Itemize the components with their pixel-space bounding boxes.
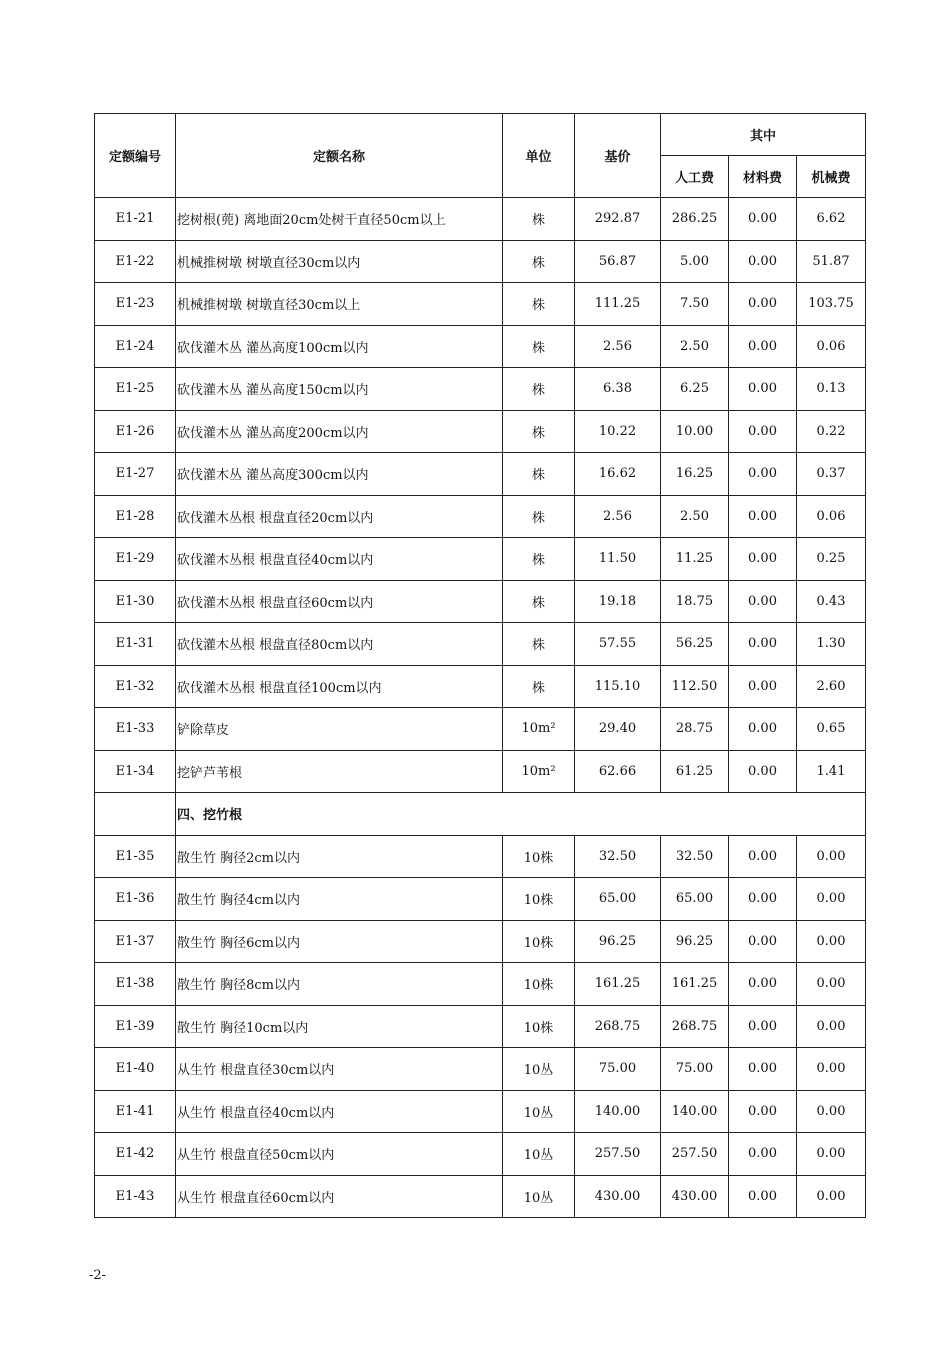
quota-name-cell: 从生竹 根盘直径60cm以内 (176, 1175, 503, 1218)
machine-cost-cell: 0.00 (797, 1133, 866, 1176)
quota-name-cell: 砍伐灌木丛根 根盘直径100cm以内 (176, 665, 503, 708)
unit-cell: 株 (503, 240, 575, 283)
section-header-body (95, 793, 866, 836)
material-cost-cell: 0.00 (729, 623, 797, 666)
labor-cost-cell: 65.00 (661, 878, 729, 921)
unit-cell: 株 (503, 538, 575, 581)
quota-code-cell: E1-21 (95, 198, 176, 241)
unit-cell: 10株 (503, 920, 575, 963)
base-price-cell: 140.00 (575, 1090, 661, 1133)
machine-cost-cell: 0.00 (797, 920, 866, 963)
quota-name-cell: 散生竹 胸径2cm以内 (176, 835, 503, 878)
material-cost-cell: 0.00 (729, 368, 797, 411)
machine-cost-cell: 6.62 (797, 198, 866, 241)
material-cost-cell: 0.00 (729, 283, 797, 326)
material-cost-cell: 0.00 (729, 580, 797, 623)
machine-cost-cell: 0.13 (797, 368, 866, 411)
quota-name-cell: 机械推树墩 树墩直径30cm以上 (176, 283, 503, 326)
labor-cost-cell: 2.50 (661, 325, 729, 368)
table-row (95, 283, 866, 326)
table-row (95, 1175, 866, 1218)
labor-cost-cell: 286.25 (661, 198, 729, 241)
unit-cell: 10株 (503, 835, 575, 878)
quota-name-cell: 砍伐灌木丛根 根盘直径80cm以内 (176, 623, 503, 666)
quota-code-cell: E1-41 (95, 1090, 176, 1133)
quota-name-cell: 砍伐灌木丛根 根盘直径60cm以内 (176, 580, 503, 623)
unit-cell: 10m² (503, 708, 575, 751)
quota-name-cell: 散生竹 胸径4cm以内 (176, 878, 503, 921)
machine-cost-cell: 0.43 (797, 580, 866, 623)
unit-cell: 株 (503, 283, 575, 326)
material-cost-cell: 0.00 (729, 835, 797, 878)
machine-cost-cell: 0.00 (797, 1005, 866, 1048)
table-row (95, 410, 866, 453)
quota-code-cell: E1-30 (95, 580, 176, 623)
quota-code-cell: E1-37 (95, 920, 176, 963)
section-title: 四、挖竹根 (176, 793, 866, 836)
quota-code-cell: E1-33 (95, 708, 176, 751)
material-cost-cell: 0.00 (729, 963, 797, 1006)
quota-table (94, 113, 866, 1218)
quota-name-cell: 砍伐灌木丛 灌丛高度100cm以内 (176, 325, 503, 368)
base-price-cell: 32.50 (575, 835, 661, 878)
material-cost-cell: 0.00 (729, 538, 797, 581)
labor-cost-cell: 5.00 (661, 240, 729, 283)
page-number: -2- (89, 1268, 107, 1283)
machine-cost-cell: 103.75 (797, 283, 866, 326)
unit-cell: 株 (503, 410, 575, 453)
unit-cell: 10株 (503, 878, 575, 921)
table-row (95, 750, 866, 793)
material-cost-cell: 0.00 (729, 708, 797, 751)
base-price-cell: 29.40 (575, 708, 661, 751)
header-row-top (95, 114, 866, 156)
header-unit: 单位 (503, 114, 575, 198)
quota-name-cell: 机械推树墩 树墩直径30cm以内 (176, 240, 503, 283)
machine-cost-cell: 2.60 (797, 665, 866, 708)
table-row (95, 878, 866, 921)
base-price-cell: 75.00 (575, 1048, 661, 1091)
base-price-cell: 430.00 (575, 1175, 661, 1218)
unit-cell: 株 (503, 495, 575, 538)
machine-cost-cell: 0.37 (797, 453, 866, 496)
table-row (95, 240, 866, 283)
labor-cost-cell: 28.75 (661, 708, 729, 751)
material-cost-cell: 0.00 (729, 665, 797, 708)
quota-name-cell: 散生竹 胸径8cm以内 (176, 963, 503, 1006)
material-cost-cell: 0.00 (729, 878, 797, 921)
table-row (95, 835, 866, 878)
labor-cost-cell: 430.00 (661, 1175, 729, 1218)
machine-cost-cell: 0.22 (797, 410, 866, 453)
labor-cost-cell: 7.50 (661, 283, 729, 326)
material-cost-cell: 0.00 (729, 1005, 797, 1048)
table-row (95, 580, 866, 623)
header-breakdown-group: 其中 (661, 114, 866, 156)
unit-cell: 株 (503, 580, 575, 623)
unit-cell: 10m² (503, 750, 575, 793)
quota-code-cell: E1-26 (95, 410, 176, 453)
table-body-part-a (95, 198, 866, 793)
labor-cost-cell: 140.00 (661, 1090, 729, 1133)
quota-code-cell: E1-25 (95, 368, 176, 411)
base-price-cell: 257.50 (575, 1133, 661, 1176)
base-price-cell: 10.22 (575, 410, 661, 453)
labor-cost-cell: 10.00 (661, 410, 729, 453)
table-row (95, 665, 866, 708)
quota-name-cell: 挖铲芦苇根 (176, 750, 503, 793)
base-price-cell: 56.87 (575, 240, 661, 283)
quota-name-cell: 从生竹 根盘直径50cm以内 (176, 1133, 503, 1176)
unit-cell: 株 (503, 665, 575, 708)
machine-cost-cell: 0.00 (797, 878, 866, 921)
table-row (95, 538, 866, 581)
quota-code-cell: E1-42 (95, 1133, 176, 1176)
table-row (95, 1090, 866, 1133)
header-code: 定额编号 (95, 114, 176, 198)
machine-cost-cell: 0.00 (797, 963, 866, 1006)
labor-cost-cell: 96.25 (661, 920, 729, 963)
labor-cost-cell: 161.25 (661, 963, 729, 1006)
quota-name-cell: 砍伐灌木丛 灌丛高度150cm以内 (176, 368, 503, 411)
material-cost-cell: 0.00 (729, 1133, 797, 1176)
quota-name-cell: 从生竹 根盘直径40cm以内 (176, 1090, 503, 1133)
labor-cost-cell: 112.50 (661, 665, 729, 708)
quota-code-cell: E1-34 (95, 750, 176, 793)
table-row (95, 920, 866, 963)
section-code-cell (95, 793, 176, 836)
base-price-cell: 292.87 (575, 198, 661, 241)
table-row (95, 368, 866, 411)
header-labor-cost: 人工费 (661, 156, 729, 198)
quota-name-cell: 砍伐灌木丛根 根盘直径40cm以内 (176, 538, 503, 581)
table-row (95, 623, 866, 666)
labor-cost-cell: 268.75 (661, 1005, 729, 1048)
table-row (95, 1048, 866, 1091)
labor-cost-cell: 6.25 (661, 368, 729, 411)
unit-cell: 10丛 (503, 1048, 575, 1091)
labor-cost-cell: 56.25 (661, 623, 729, 666)
table-row (95, 963, 866, 1006)
material-cost-cell: 0.00 (729, 1048, 797, 1091)
unit-cell: 株 (503, 623, 575, 666)
quota-name-cell: 砍伐灌木丛 灌丛高度300cm以内 (176, 453, 503, 496)
material-cost-cell: 0.00 (729, 325, 797, 368)
quota-name-cell: 砍伐灌木丛 灌丛高度200cm以内 (176, 410, 503, 453)
labor-cost-cell: 32.50 (661, 835, 729, 878)
quota-code-cell: E1-22 (95, 240, 176, 283)
machine-cost-cell: 1.41 (797, 750, 866, 793)
material-cost-cell: 0.00 (729, 1175, 797, 1218)
machine-cost-cell: 0.00 (797, 1090, 866, 1133)
labor-cost-cell: 2.50 (661, 495, 729, 538)
labor-cost-cell: 11.25 (661, 538, 729, 581)
base-price-cell: 6.38 (575, 368, 661, 411)
quota-code-cell: E1-39 (95, 1005, 176, 1048)
unit-cell: 10丛 (503, 1090, 575, 1133)
quota-code-cell: E1-27 (95, 453, 176, 496)
base-price-cell: 19.18 (575, 580, 661, 623)
unit-cell: 株 (503, 198, 575, 241)
machine-cost-cell: 0.00 (797, 1048, 866, 1091)
material-cost-cell: 0.00 (729, 453, 797, 496)
base-price-cell: 111.25 (575, 283, 661, 326)
quota-name-cell: 散生竹 胸径10cm以内 (176, 1005, 503, 1048)
material-cost-cell: 0.00 (729, 198, 797, 241)
quota-code-cell: E1-24 (95, 325, 176, 368)
base-price-cell: 16.62 (575, 453, 661, 496)
table-row (95, 1133, 866, 1176)
material-cost-cell: 0.00 (729, 1090, 797, 1133)
base-price-cell: 57.55 (575, 623, 661, 666)
unit-cell: 10丛 (503, 1133, 575, 1176)
quota-code-cell: E1-43 (95, 1175, 176, 1218)
base-price-cell: 268.75 (575, 1005, 661, 1048)
machine-cost-cell: 0.00 (797, 835, 866, 878)
material-cost-cell: 0.00 (729, 240, 797, 283)
quota-code-cell: E1-40 (95, 1048, 176, 1091)
table-row (95, 453, 866, 496)
unit-cell: 10株 (503, 963, 575, 1006)
base-price-cell: 2.56 (575, 495, 661, 538)
labor-cost-cell: 16.25 (661, 453, 729, 496)
base-price-cell: 62.66 (575, 750, 661, 793)
table-row (95, 1005, 866, 1048)
material-cost-cell: 0.00 (729, 495, 797, 538)
table-row (95, 708, 866, 751)
machine-cost-cell: 0.06 (797, 495, 866, 538)
labor-cost-cell: 18.75 (661, 580, 729, 623)
quota-code-cell: E1-36 (95, 878, 176, 921)
quota-name-cell: 散生竹 胸径6cm以内 (176, 920, 503, 963)
machine-cost-cell: 0.65 (797, 708, 866, 751)
labor-cost-cell: 257.50 (661, 1133, 729, 1176)
quota-code-cell: E1-23 (95, 283, 176, 326)
quota-code-cell: E1-32 (95, 665, 176, 708)
table-row (95, 198, 866, 241)
labor-cost-cell: 75.00 (661, 1048, 729, 1091)
quota-code-cell: E1-29 (95, 538, 176, 581)
machine-cost-cell: 51.87 (797, 240, 866, 283)
quota-code-cell: E1-28 (95, 495, 176, 538)
labor-cost-cell: 61.25 (661, 750, 729, 793)
header-material-cost: 材料费 (729, 156, 797, 198)
quota-code-cell: E1-31 (95, 623, 176, 666)
base-price-cell: 11.50 (575, 538, 661, 581)
quota-name-cell: 从生竹 根盘直径30cm以内 (176, 1048, 503, 1091)
header-name: 定额名称 (176, 114, 503, 198)
table-row (95, 495, 866, 538)
unit-cell: 株 (503, 453, 575, 496)
header-machine-cost: 机械费 (797, 156, 866, 198)
base-price-cell: 65.00 (575, 878, 661, 921)
quota-name-cell: 砍伐灌木丛根 根盘直径20cm以内 (176, 495, 503, 538)
table-row (95, 325, 866, 368)
header-base-price: 基价 (575, 114, 661, 198)
unit-cell: 10丛 (503, 1175, 575, 1218)
unit-cell: 株 (503, 368, 575, 411)
quota-name-cell: 挖树根(蔸) 离地面20cm处树干直径50cm以上 (176, 198, 503, 241)
quota-code-cell: E1-35 (95, 835, 176, 878)
base-price-cell: 2.56 (575, 325, 661, 368)
material-cost-cell: 0.00 (729, 410, 797, 453)
base-price-cell: 96.25 (575, 920, 661, 963)
base-price-cell: 161.25 (575, 963, 661, 1006)
machine-cost-cell: 1.30 (797, 623, 866, 666)
machine-cost-cell: 0.00 (797, 1175, 866, 1218)
material-cost-cell: 0.00 (729, 750, 797, 793)
table-body-part-b (95, 835, 866, 1218)
base-price-cell: 115.10 (575, 665, 661, 708)
section-row (95, 793, 866, 836)
machine-cost-cell: 0.06 (797, 325, 866, 368)
quota-name-cell: 铲除草皮 (176, 708, 503, 751)
quota-code-cell: E1-38 (95, 963, 176, 1006)
unit-cell: 株 (503, 325, 575, 368)
unit-cell: 10株 (503, 1005, 575, 1048)
machine-cost-cell: 0.25 (797, 538, 866, 581)
material-cost-cell: 0.00 (729, 920, 797, 963)
